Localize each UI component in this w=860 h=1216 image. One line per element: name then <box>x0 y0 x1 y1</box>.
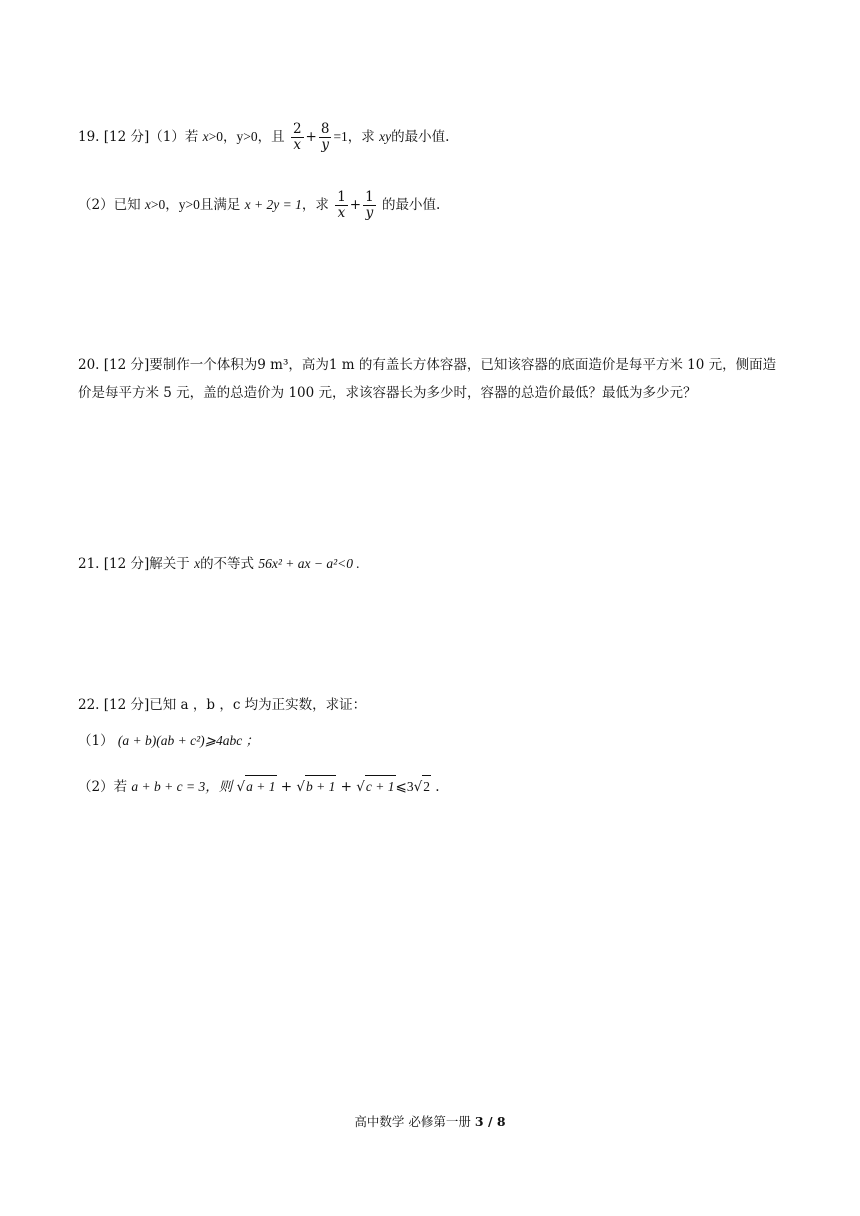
q19-p1-tail: 的最小值. <box>391 129 450 145</box>
sqrt-icon: √ <box>296 779 306 795</box>
frac-num: 2 <box>292 121 302 137</box>
sqrt-icon: √ <box>413 779 423 795</box>
var-xy: xy <box>379 129 392 144</box>
q22-le: ⩽3 <box>395 779 414 794</box>
sqrt-2: 2 <box>422 775 431 798</box>
sqrt-icon: √ <box>236 779 246 795</box>
q22-p1-label: （1） <box>78 733 114 749</box>
sqrt-icon: √ <box>356 779 365 795</box>
q22-end: . <box>430 779 440 795</box>
frac-num: 1 <box>337 189 346 205</box>
q21-label: 21. [12 分]解关于 <box>78 556 190 572</box>
q19-p2-cond: >0，y>0且满足 <box>150 197 241 212</box>
q19-p2-tail: 的最小值. <box>381 197 441 213</box>
q22-p2-cond: a + b + c = 3，则 <box>131 779 233 794</box>
q19-label: 19. [12 分] <box>78 129 150 145</box>
q19-p2-eq: x + 2y = 1 <box>244 197 302 212</box>
q22-intro: 22. [12 分]已知 a ，b ，c 均为正实数，求证： <box>78 697 367 713</box>
frac-num: 8 <box>320 121 330 137</box>
q22-p2-label: （2）若 <box>78 779 128 795</box>
var-x: x <box>202 129 209 144</box>
q19-p1-eq: =1，求 <box>333 129 375 144</box>
q19-p1-cond: >0，y>0，且 <box>208 129 285 144</box>
sqrt-c-plus-1: c + 1 <box>365 775 396 798</box>
page-footer <box>0 1112 860 1130</box>
footer-title: 高中数学 必修第一册 <box>354 1114 471 1129</box>
q19-p2-prefix: （2）已知 <box>78 197 141 213</box>
frac-den: x <box>337 205 346 221</box>
q21-mid: 的不等式 <box>200 556 255 572</box>
q19-p1-prefix: （1）若 <box>149 129 199 145</box>
q19-part1: 19. [12 分]（1）若 x>0，y>0，且 $\frac{2}{x}$ + $\frac{8}{y}$ =1，求 xy的最小值. <box>78 121 450 153</box>
page-number: 3 / 8 <box>474 1114 506 1129</box>
q21 <box>78 553 360 575</box>
var-x: x <box>194 556 201 571</box>
q22-p1-expr: (a + b)(ab + c²)⩾4abc ； <box>117 733 260 748</box>
frac-den: y <box>365 205 374 221</box>
q21-expr: 56x² + ax − a²<0 . <box>258 556 360 571</box>
sqrt-a-plus-1: a + 1 <box>245 775 276 798</box>
var-x: x <box>144 197 151 212</box>
fraction-1-over-x <box>335 190 348 221</box>
fraction-2-over-x <box>291 122 304 153</box>
frac-num: 1 <box>365 189 374 205</box>
frac-den: y <box>321 137 329 153</box>
q19-p2-ask: ，求 <box>301 197 329 213</box>
q22-part1 <box>78 730 259 752</box>
q19-part2: （2）已知 x>0，y>0且满足 x + 2y = 1，求 $\frac{1}{x}$ + $\frac{1}{y}$ 的最小值. <box>78 189 441 221</box>
q20-text: 20. [12 分]要制作一个体积为9 m³，高为1 m 的有盖长方体容器，已知该容器的底面造价是每平方米 10 元，侧面造价是每平方米 5 元，盖的总造价为 100 元，求该容器长为多少时，容器的总造价最低？最低为多少元？ <box>78 357 777 401</box>
fraction-8-over-y <box>319 122 332 153</box>
fraction-1-over-y <box>363 190 376 221</box>
frac-den: x <box>293 137 302 153</box>
sqrt-b-plus-1: b + 1 <box>305 775 336 798</box>
q22-part2: （2）若 a + b + c = 3，则 √a + 1 + √b + 1 + √c + 1⩽3√2 . <box>78 775 440 798</box>
